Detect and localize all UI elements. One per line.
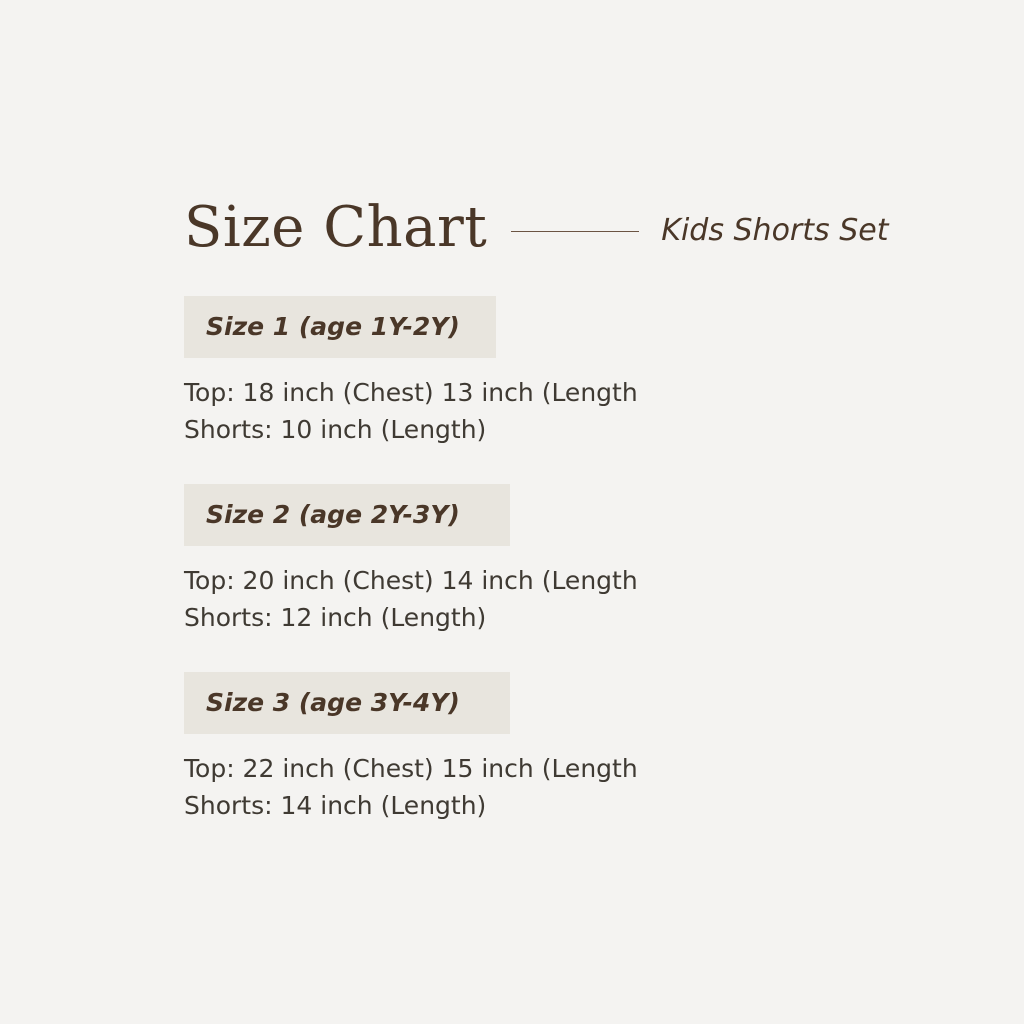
measurement-line-top: Top: 22 inch (Chest) 15 inch (Length [184, 754, 638, 783]
size-block [184, 484, 974, 636]
measurement-line-shorts: Shorts: 10 inch (Length) [184, 415, 487, 444]
measurement-line-shorts: Shorts: 12 inch (Length) [184, 603, 487, 632]
product-subtitle: Kids Shorts Set [661, 213, 889, 248]
size-measurements [184, 750, 974, 824]
size-measurements [184, 562, 974, 636]
size-label: Size 1 (age 1Y-2Y) [184, 296, 496, 358]
size-block [184, 296, 974, 448]
measurement-line-top: Top: 18 inch (Chest) 13 inch (Length [184, 378, 638, 407]
page-title: Size Chart [184, 195, 488, 260]
size-label: Size 2 (age 2Y-3Y) [184, 484, 510, 546]
chart-header [184, 196, 974, 260]
measurement-line-shorts: Shorts: 14 inch (Length) [184, 791, 487, 820]
size-measurements [184, 374, 974, 448]
size-chart-content [184, 196, 974, 824]
size-label: Size 3 (age 3Y-4Y) [184, 672, 510, 734]
size-block [184, 672, 974, 824]
horizontal-rule-divider [511, 231, 639, 232]
measurement-line-top: Top: 20 inch (Chest) 14 inch (Length [184, 566, 638, 595]
